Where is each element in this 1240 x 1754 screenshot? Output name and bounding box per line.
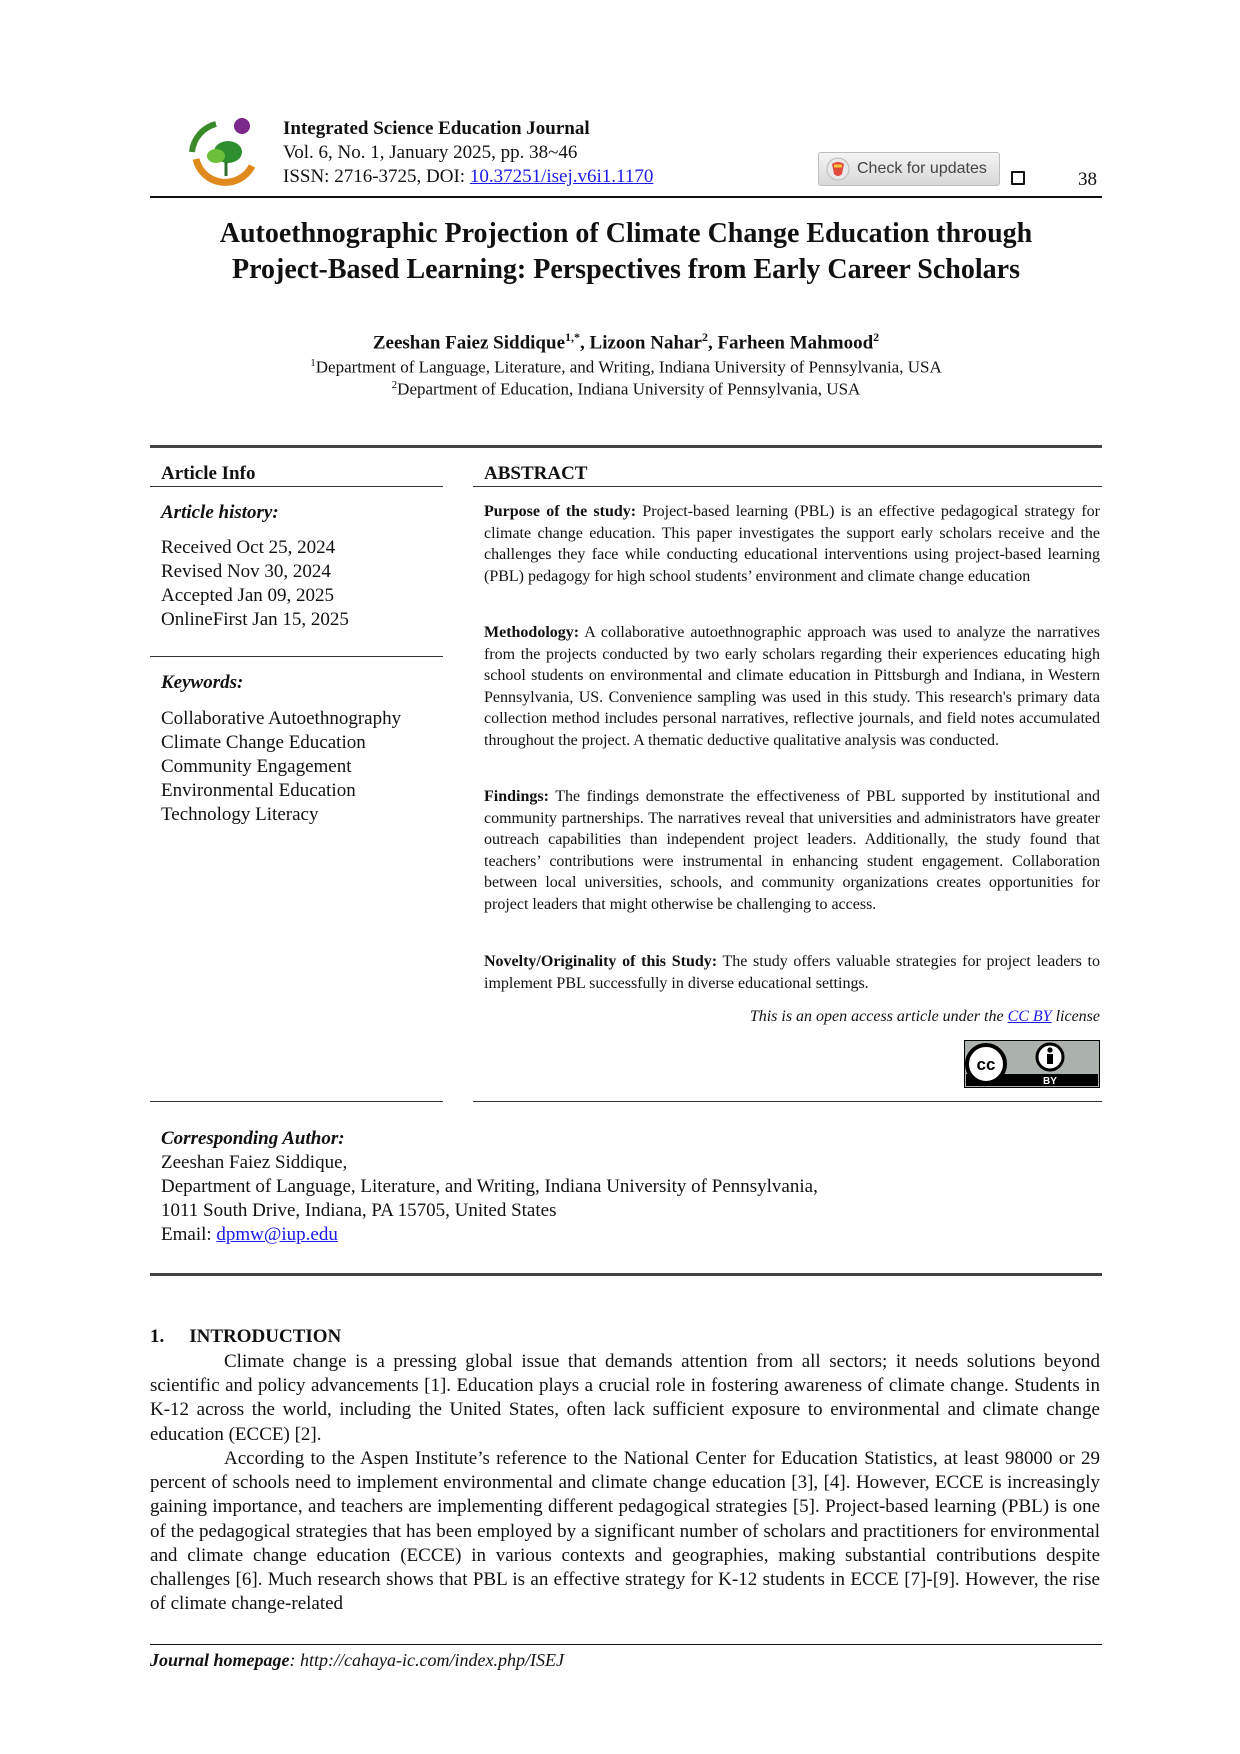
section-divider	[150, 1273, 1102, 1276]
checkbox-icon	[1011, 171, 1025, 185]
journal-logo	[186, 114, 264, 192]
methodology-text: A collaborative autoethnographic approach was used to analyze the narratives from the projects conducted by two early scholars regarding their experiences educating high school students on environmental and climate education in Pittsburgh and Indiana, in Western Pennsylvania, US. Convenience sampling was used in this study. This research's primary data collection method includes personal narratives, reflective journals, and field notes accumulated throughout the project. A thematic deductive qualitative analysis was conducted.	[484, 624, 1100, 749]
author-affiliation-mark: 2	[873, 330, 880, 344]
footer-divider	[150, 1644, 1102, 1645]
abstract-heading: ABSTRACT	[484, 463, 588, 484]
homepage-label: Journal homepage	[150, 1650, 290, 1670]
section-number: 1.	[150, 1326, 165, 1347]
page-number: 38	[1078, 169, 1097, 190]
affiliation-mark: 1	[310, 357, 316, 369]
paragraph-text: Climate change is a pressing global issue that demands attention from all sectors; it needs solutions beyond scientific and policy advancements [1]. Education plays a crucial role in fostering awareness of climate change. Students in K-12 across the world, including the United States, often lack sufficient exposure to environmental and climate change education (ECCE) [2].	[150, 1351, 1100, 1445]
check-updates-icon	[825, 156, 851, 182]
email-link[interactable]: dpmw@iup.edu	[216, 1224, 338, 1245]
author-name: Farheen Mahmood	[717, 332, 874, 354]
paragraph-text: According to the Aspen Institute’s reference to the National Center for Education Statistics, at least 98000 or 29 percent of schools need to implement environmental and climate change education [3], [4]. However, ECCE is increasingly gaining importance, and teachers are implementing different pedagogical strategies [5]. Project-based learning (PBL) is one of the pedagogical strategies that has been employed by a significant number of scholars and practitioners for environmental and climate change education (ECCE) in various contexts and geographies, making substantial contributions despite challenges [6]. Much research shows that PBL is an effective strategy for K-12 students in ECCE [7]-[9]. However, the rise of climate change-related	[150, 1448, 1100, 1615]
affiliation-2	[150, 379, 1102, 400]
novelty-label: Novelty/Originality of this Study:	[484, 953, 718, 970]
purpose-label: Purpose of the study:	[484, 503, 637, 520]
keyword: Climate Change Education	[161, 732, 366, 753]
author-name: Lizoon Nahar	[589, 332, 702, 354]
homepage-url[interactable]: : http://cahaya-ic.com/index.php/ISEJ	[289, 1650, 564, 1670]
keyword: Community Engagement	[161, 756, 352, 777]
affiliation-1	[150, 357, 1102, 378]
section-title: INTRODUCTION	[189, 1326, 342, 1347]
intro-paragraph-1	[150, 1350, 1100, 1447]
cc-by-link[interactable]: CC BY	[1007, 1008, 1052, 1025]
email-label: Email:	[161, 1224, 217, 1245]
abstract-novelty	[484, 951, 1100, 994]
author-affiliation-mark: 1,*	[565, 330, 581, 344]
corresponding-author-address: 1011 South Drive, Indiana, PA 15705, United States	[161, 1200, 557, 1221]
abstract-purpose	[484, 501, 1100, 587]
section-divider	[150, 445, 1102, 448]
info-head-rule	[150, 486, 443, 487]
corresponding-author-dept: Department of Language, Literature, and Writing, Indiana University of Pennsylvania,	[161, 1176, 818, 1197]
issn-text: ISSN: 2716-3725, DOI:	[283, 166, 470, 187]
affiliation-mark: 2	[391, 379, 398, 391]
abstract-head-rule	[473, 486, 1102, 487]
introduction-heading	[150, 1326, 341, 1348]
keyword: Collaborative Autoethnography	[161, 708, 402, 729]
cc-by-license-icon[interactable]	[964, 1040, 1100, 1088]
corresponding-author-email	[161, 1224, 338, 1246]
author-affiliation-mark: 2	[701, 330, 708, 344]
findings-label: Findings:	[484, 788, 549, 805]
oa-suffix: license	[1051, 1008, 1100, 1025]
purpose-text: Project-based learning (PBL) is an effective pedagogical strategy for climate change education. This paper investigates the support early scholars receive and the challenges they face while conducting educational interventions using project-based learning (PBL) pedagogy for high school students’ environment and climate change education	[484, 503, 1101, 585]
corresponding-author-name: Zeeshan Faiez Siddique,	[161, 1152, 348, 1173]
abstract-findings	[484, 786, 1100, 915]
journal-homepage	[150, 1650, 564, 1671]
journal-issn	[283, 166, 653, 188]
check-updates-button[interactable]	[818, 152, 1000, 186]
info-divider	[150, 656, 443, 657]
author-list: Zeeshan Faiez Siddique$^{1,*}$, Lizoon Nahar$^2$, Farheen Mahmood$^2$	[372, 330, 880, 354]
affiliation-text: Department of Education, Indiana University of Pennsylvania, USA	[397, 379, 861, 399]
article-history-heading: Article history:	[161, 502, 279, 523]
corresponding-author-heading: Corresponding Author:	[161, 1128, 345, 1149]
history-received: Received Oct 25, 2024	[161, 537, 336, 558]
keyword: Technology Literacy	[161, 804, 319, 825]
keywords-heading: Keywords:	[161, 672, 244, 693]
methodology-label: Methodology:	[484, 624, 580, 641]
journal-volume: Vol. 6, No. 1, January 2025, pp. 38~46	[283, 142, 578, 163]
oa-text: This is an open access article under the	[749, 1008, 1008, 1025]
open-access-notice	[484, 1008, 1100, 1026]
article-info-heading: Article Info	[161, 463, 256, 484]
abstract-bottom-rule	[473, 1101, 1102, 1102]
svg-text:cc: cc	[976, 1055, 996, 1074]
info-bottom-rule	[150, 1101, 443, 1102]
header-divider	[150, 196, 1102, 198]
abstract-methodology	[484, 622, 1100, 751]
affiliation-text: Department of Language, Literature, and Writing, Indiana University of Pennsylvania, USA	[315, 357, 942, 377]
history-onlinefirst: OnlineFirst Jan 15, 2025	[161, 609, 349, 630]
history-accepted: Accepted Jan 09, 2025	[161, 585, 335, 606]
doi-link[interactable]: 10.37251/isej.v6i1.1170	[469, 166, 654, 187]
novelty-text: The study offers valuable strategies for project leaders to implement PBL successfully in diverse educational settings.	[484, 953, 1100, 992]
findings-text: The findings demonstrate the effectiveness of PBL supported by institutional and community partnerships. The narratives reveal that universities and administrators have greater outreach capabilities than independent project leaders. Additionally, the study found that teachers’ contributions were instrumental in enhancing student engagement. Collaboration between local universities, schools, and community organizations creates opportunities for project leaders that might otherwise be challenging to access.	[484, 788, 1100, 913]
title-line-2: Project-Based Learning: Perspectives from Early Career Scholars	[232, 254, 1020, 285]
title-line-1: Autoethnographic Projection of Climate Change Education through	[219, 218, 1033, 249]
article-title	[150, 216, 1102, 288]
journal-name: Integrated Science Education Journal	[283, 118, 590, 139]
check-updates-label: Check for updates	[857, 160, 987, 177]
cc-badge-text: BY	[1043, 1076, 1057, 1087]
author-name: Zeeshan Faiez Siddique	[372, 332, 566, 354]
intro-paragraph-2	[150, 1447, 1100, 1616]
history-revised: Revised Nov 30, 2024	[161, 561, 331, 582]
keyword: Environmental Education	[161, 780, 356, 801]
